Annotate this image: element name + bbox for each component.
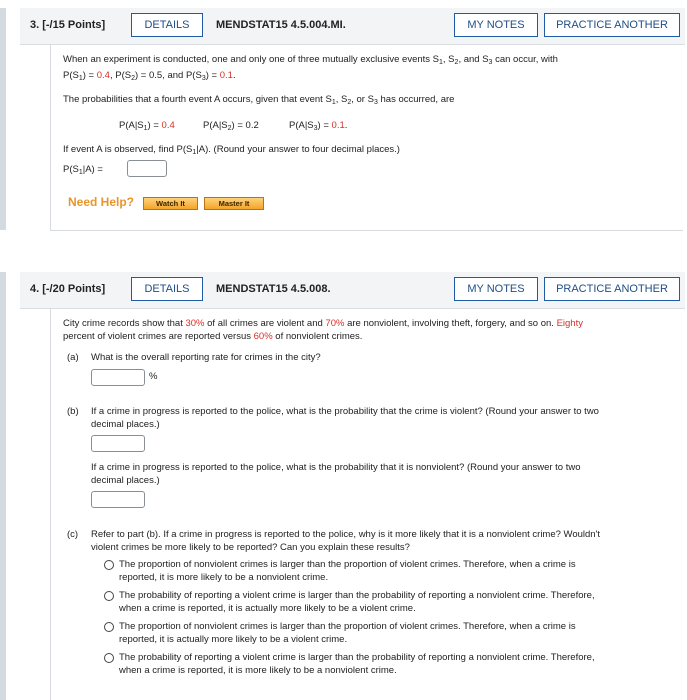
q3-p-a-given-s1: $P(A|S_1) = 0.4$	[119, 120, 175, 132]
q4-part-c-text-line2: violent crimes be more likely to be reported? Can you explain these results?	[91, 542, 410, 553]
q4-my-notes-button[interactable]: MY NOTES	[454, 277, 538, 301]
question-4-code: MENDSTAT15 4.5.008.	[216, 283, 331, 295]
q4-part-a-text: What is the overall reporting rate for crimes in the city?	[91, 352, 321, 363]
question-4-header	[20, 272, 685, 309]
q3-practice-another-button[interactable]: PRACTICE ANOTHER	[544, 13, 680, 37]
q4-intro-line1: City crime records show that 30% of all crimes are violent and 70% are nonviolent, involving theft, forgery, and so on. Eighty	[63, 318, 583, 329]
q3-my-notes-button[interactable]: MY NOTES	[454, 13, 538, 37]
q4-intro-line2: percent of violent crimes are reported versus 60% of nonviolent crimes.	[63, 331, 363, 342]
q3-conditional-intro: The probabilities that a fourth event A occurs, given that event $S_1$, $S_2$, or $S_3$ has occurred, are	[63, 94, 455, 106]
q4-option-1-radio[interactable]	[104, 560, 114, 570]
q4-option-3-line2: reported, it is actually more likely to be a violent crime.	[119, 634, 348, 645]
q3-bottom-rule	[50, 230, 683, 231]
question-4-body	[50, 308, 683, 700]
q3-instruction: If event A is observed, find $P(S_1|A)$. (Round your answer to four decimal places.)	[63, 144, 400, 156]
q4-option-4-radio[interactable]	[104, 653, 114, 663]
q4-option-1-line1: The proportion of nonviolent crimes is larger than the proportion of violent crimes. Therefore, when a crime is	[119, 559, 576, 570]
q4-practice-another-button[interactable]: PRACTICE ANOTHER	[544, 277, 680, 301]
q3-master-it-button[interactable]: Master It	[204, 197, 264, 210]
page-edge-left	[0, 272, 6, 700]
q4-part-a-unit: %	[149, 371, 158, 382]
q4-option-2-line2: when a crime is reported, it is actually more likely to be a violent crime.	[119, 603, 416, 614]
q4-part-c-label: (c)	[67, 529, 79, 540]
q4-part-b-label: (b)	[67, 406, 79, 417]
q4-part-b-nonviolent-input[interactable]	[91, 491, 145, 508]
q3-answer-label: $P(S_1|A)$ =	[63, 164, 103, 176]
q4-option-3-line1: The proportion of nonviolent crimes is larger than the proportion of violent crimes. Therefore, when a crime is	[119, 621, 576, 632]
q4-part-b-text-line2: decimal places.)	[91, 419, 160, 430]
q4-part-b2-text-line1: If a crime in progress is reported to the police, what is the probability that it is nonviolent? (Round your answer to two	[91, 462, 581, 473]
q3-details-button[interactable]: DETAILS	[131, 13, 203, 37]
q4-part-a-label: (a)	[67, 352, 79, 363]
q3-intro-line2: $P(S_1) = 0.4$, $P(S_2) = 0.5$, and $P(S_3) = 0.1$.	[63, 70, 236, 82]
q4-part-b-text-line1: If a crime in progress is reported to the police, what is the probability that the crime is violent? (Round your answer to two	[91, 406, 599, 417]
q3-answer-input[interactable]	[127, 160, 167, 177]
q4-details-button[interactable]: DETAILS	[131, 277, 203, 301]
q4-part-b-violent-input[interactable]	[91, 435, 145, 452]
question-3-header	[20, 8, 685, 45]
q4-option-1-line2: reported, it is more likely to be a nonviolent crime.	[119, 572, 329, 583]
q4-option-3-radio[interactable]	[104, 622, 114, 632]
q4-part-a-input[interactable]	[91, 369, 145, 386]
q3-watch-it-button[interactable]: Watch It	[143, 197, 198, 210]
question-4-number: 4. [-/20 Points]	[30, 283, 106, 295]
question-3-code: MENDSTAT15 4.5.004.MI.	[216, 19, 346, 31]
q3-p-a-given-s3: $P(A|S_3) = 0.1$.	[289, 120, 348, 132]
q4-option-2-radio[interactable]	[104, 591, 114, 601]
page-edge-left	[0, 8, 6, 230]
q4-option-4-line2: when a crime is reported, it is more likely to be a nonviolent crime.	[119, 665, 397, 676]
q4-part-b2-text-line2: decimal places.)	[91, 475, 160, 486]
question-3-number: 3. [-/15 Points]	[30, 19, 106, 31]
q4-option-4-line1: The probability of reporting a violent crime is larger than the probability of reporting a nonviolent crime. Therefore,	[119, 652, 595, 663]
q4-option-2-line1: The probability of reporting a violent crime is larger than the probability of reporting a nonviolent crime. Therefore,	[119, 590, 595, 601]
q3-p-a-given-s2: $P(A|S_2) = 0.2$	[203, 120, 259, 132]
question-3-body	[50, 44, 683, 230]
q3-intro-line1: When an experiment is conducted, one and only one of three mutually exclusive events $S_1$, $S_2$, and $S_3$ can occur, with	[63, 54, 558, 66]
q4-part-c-text-line1: Refer to part (b). If a crime in progress is reported to the police, why is it more likely that it is a nonviolent crime? Wouldn't	[91, 529, 601, 540]
q3-need-help: Need Help?	[68, 195, 135, 209]
